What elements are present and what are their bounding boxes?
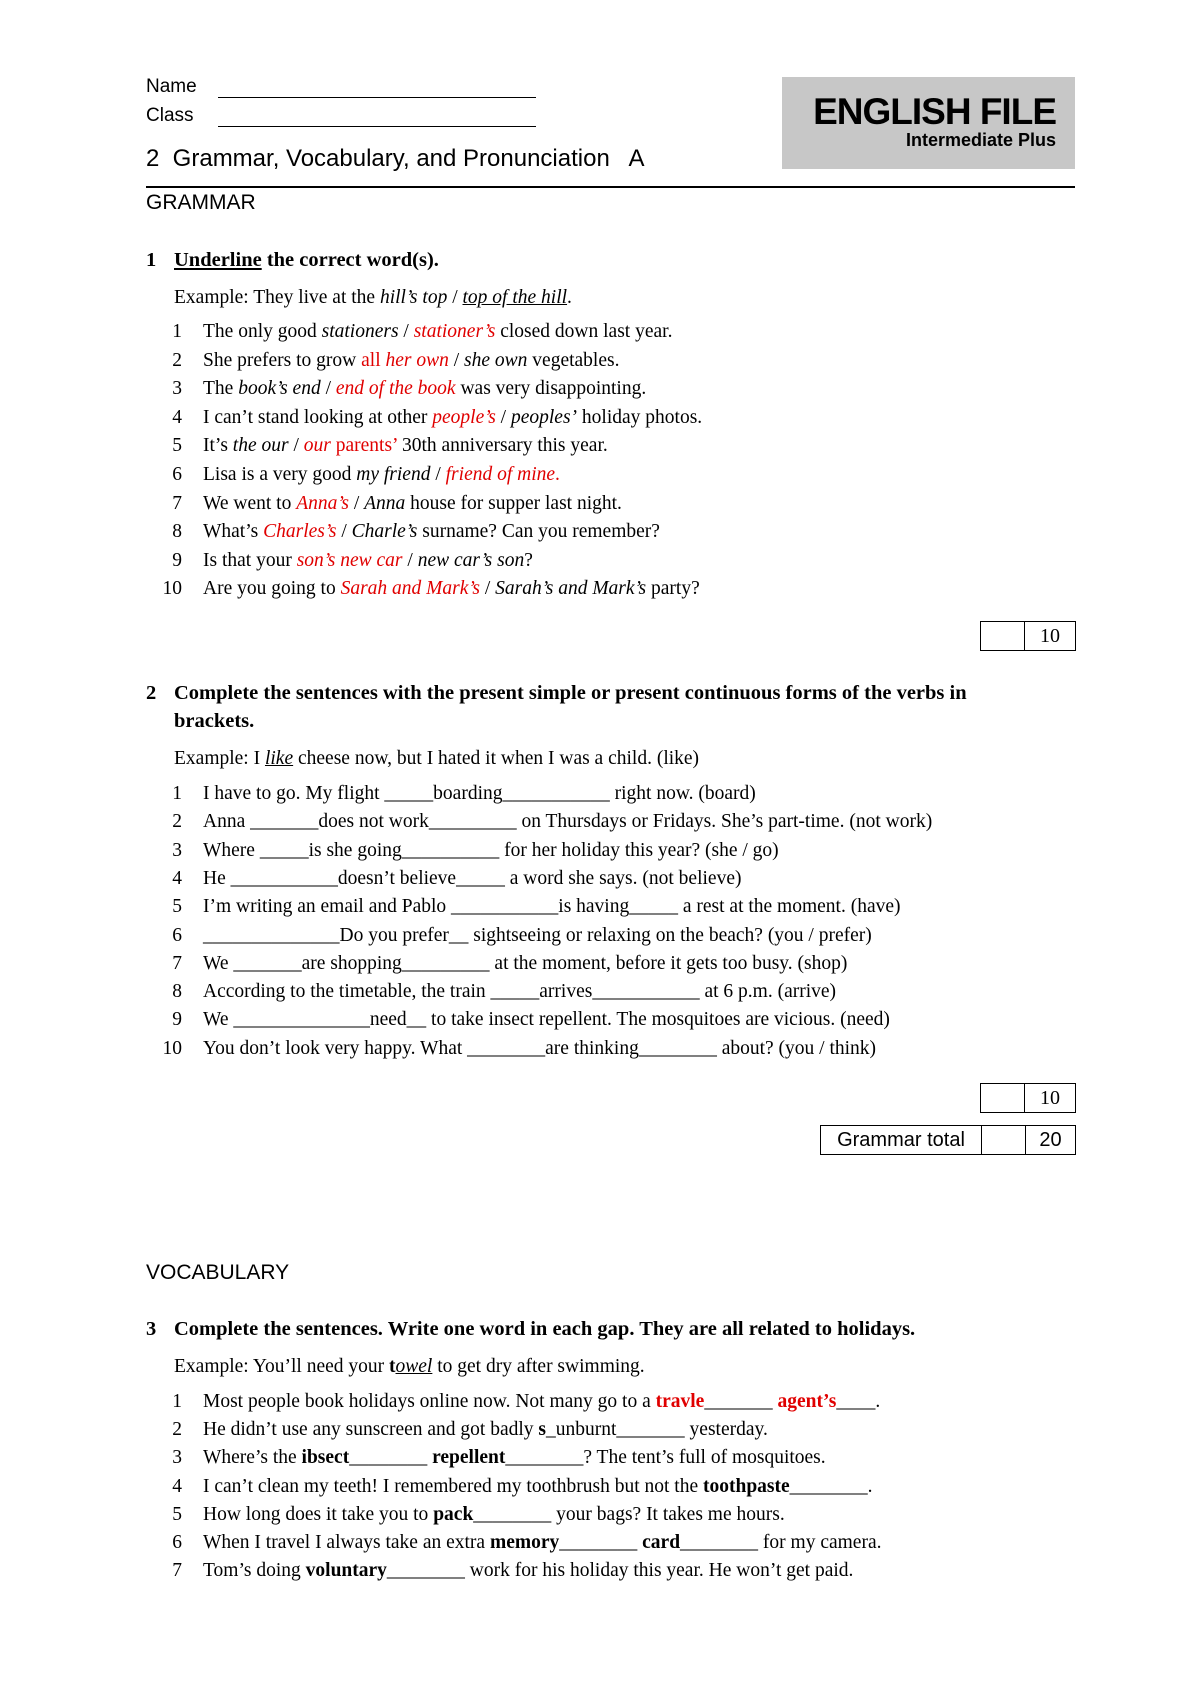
name-field[interactable]	[218, 97, 536, 98]
q2-score-total: 10	[1024, 1084, 1075, 1112]
grammar-total-label: Grammar total	[837, 1129, 965, 1151]
grammar-heading: GRAMMAR	[146, 191, 256, 214]
item-fragment: Anna’s	[296, 492, 349, 514]
item-fragment: /	[320, 378, 336, 400]
item-text[interactable]	[203, 493, 622, 515]
item-text[interactable]: We _______are shopping_________ at the moment, before it gets too busy. (shop)	[203, 952, 848, 974]
english-file-logo	[782, 77, 1075, 169]
q2-score-input[interactable]	[981, 1084, 1024, 1112]
item-fragment: stationers	[321, 321, 399, 342]
q2-instruction-text: Complete the sentences with the present simple or present continuous forms of the verbs in brackets.	[174, 682, 967, 732]
q1-example-prefix: Example: They live at the	[174, 287, 380, 308]
item-text[interactable]	[203, 321, 672, 343]
logo-sub-text: Intermediate Plus	[905, 130, 1056, 150]
item-fragment: vegetables.	[527, 349, 620, 371]
vocabulary-heading: VOCABULARY	[146, 1261, 290, 1284]
item-text[interactable]	[203, 464, 560, 486]
item-fragment: holiday photos.	[577, 406, 703, 428]
item-fragment: Sarah and Mark’s	[340, 578, 480, 600]
item-number: 3	[172, 1447, 182, 1469]
q3-instruction-text: Complete the sentences. Write one word in each gap. They are all related to holidays.	[174, 1318, 916, 1340]
item-fragment: Where’s the	[203, 1447, 302, 1469]
class-row	[146, 105, 194, 127]
item-fragment: ________ your bags? It takes me hours.	[473, 1503, 785, 1525]
item-fragment: It’s	[203, 435, 233, 457]
logo-main-text: ENGLISH FILE	[813, 91, 1056, 132]
q2-example-prefix: Example: I	[174, 748, 265, 769]
item-fragment: all	[361, 349, 386, 371]
item-fragment: ________ work for his holiday this year. He won’t get paid.	[386, 1560, 854, 1582]
item-fragment: .	[555, 464, 560, 485]
item-number: 5	[172, 1503, 182, 1525]
item-fragment: toothpaste	[702, 1475, 790, 1497]
item-number: 3	[172, 378, 182, 400]
item-fragment: s	[538, 1419, 546, 1441]
header-divider	[146, 186, 1075, 188]
item-fragment: The only good	[203, 321, 322, 342]
item-text[interactable]	[203, 1476, 873, 1498]
item-text[interactable]: I’m writing an email and Pablo ___________is having_____ a rest at the moment. (have)	[203, 896, 901, 918]
item-text[interactable]: ______________Do you prefer__ sightseeing or relaxing on the beach? (you / prefer)	[203, 924, 872, 946]
item-fragment: We went to	[203, 492, 297, 514]
item-fragment: /	[430, 464, 446, 485]
item-text[interactable]	[203, 1391, 880, 1413]
item-text[interactable]: According to the timetable, the train _____arrives___________ at 6 p.m. (arrive)	[203, 981, 837, 1003]
item-fragment: When I travel I always take an extra	[203, 1532, 490, 1553]
item-text[interactable]	[203, 1447, 826, 1469]
q1-example-option-1: hill’s top	[379, 287, 448, 308]
item-fragment: my friend	[356, 464, 431, 485]
item-text[interactable]	[203, 378, 646, 400]
item-text[interactable]: He ___________doesn’t believe_____ a word she says. (not believe)	[203, 867, 742, 889]
item-number: 3	[172, 839, 182, 861]
item-fragment: What’s	[203, 521, 264, 543]
item-fragment: Are you going to	[203, 578, 341, 600]
item-fragment: surname? Can you remember?	[417, 521, 660, 543]
item-fragment: I can’t stand looking at other	[203, 406, 433, 428]
item-text[interactable]: I have to go. My flight _____boarding___________ right now. (board)	[203, 783, 756, 804]
item-number: 7	[172, 952, 182, 974]
item-fragment: stationer’s	[413, 321, 496, 342]
item-fragment: she own	[464, 349, 528, 371]
item-number: 7	[172, 492, 182, 514]
q1-example	[174, 287, 572, 309]
item-number: 10	[162, 578, 182, 600]
item-fragment: son’s new car	[296, 549, 403, 571]
q3-instruction	[146, 1315, 1086, 1343]
item-fragment: 30th anniversary this year.	[397, 435, 608, 457]
item-fragment: I can’t clean my teeth! I remembered my toothbrush but not the	[203, 1475, 703, 1497]
q1-score-total: 10	[1024, 622, 1075, 650]
item-fragment: Tom’s doing	[203, 1560, 306, 1582]
item-fragment: agent’s	[777, 1391, 837, 1412]
q1-instruction	[146, 246, 1046, 274]
q3-example-prefix: Example: You’ll need your	[174, 1356, 390, 1377]
q1-example-option-2: top of the hill	[462, 287, 568, 308]
page-title: 2 Grammar, Vocabulary, and Pronunciation A	[146, 145, 645, 172]
item-fragment: repellent	[432, 1447, 506, 1469]
item-text[interactable]: Anna _______does not work_________ on Thursdays or Fridays. She’s part-time. (not work)	[203, 811, 933, 833]
item-fragment: Lisa is a very good	[203, 464, 357, 485]
item-text[interactable]	[203, 407, 702, 429]
item-fragment: ibsect	[301, 1447, 350, 1469]
q1-example-suffix: .	[567, 287, 572, 308]
q3-example-letter: t	[389, 1356, 396, 1377]
item-fragment: ________	[349, 1447, 433, 1469]
grammar-total-input[interactable]	[981, 1126, 1025, 1154]
item-fragment: ?	[524, 549, 533, 571]
q2-number: 2	[146, 682, 157, 704]
item-fragment: ________	[559, 1532, 643, 1553]
q2-example-suffix: cheese now, but I hated it when I was a child. (like)	[293, 748, 700, 769]
item-fragment: How long does it take you to	[203, 1503, 434, 1525]
item-number: 5	[172, 896, 182, 918]
item-text[interactable]	[203, 435, 608, 457]
item-fragment: He didn’t use any sunscreen and got badly	[203, 1419, 539, 1441]
q1-instruction-underlined: Underline	[174, 249, 262, 271]
item-number: 7	[172, 1560, 182, 1582]
item-number: 2	[172, 811, 182, 833]
item-fragment: card	[642, 1532, 681, 1553]
item-number: 1	[172, 783, 182, 804]
item-text[interactable]	[203, 1532, 881, 1554]
item-text[interactable]: Where _____is she going__________ for her holiday this year? (she / go)	[203, 839, 779, 861]
q1-score-box	[980, 621, 1076, 651]
item-text[interactable]: We ______________need__ to take insect repellent. The mosquitoes are vicious. (need)	[203, 1009, 890, 1031]
class-field[interactable]	[218, 126, 536, 127]
item-fragment: was very disappointing.	[455, 378, 647, 400]
q3-number: 3	[146, 1318, 157, 1340]
item-fragment: parents’	[330, 435, 398, 457]
q2-score-box	[980, 1083, 1076, 1113]
grammar-total-value: 20	[1025, 1126, 1075, 1154]
item-number: 4	[172, 1475, 182, 1497]
item-fragment: our	[303, 435, 331, 457]
q3-example	[174, 1356, 645, 1378]
item-fragment: /	[398, 321, 414, 342]
item-fragment: house for supper last night.	[405, 492, 622, 514]
item-number: 8	[172, 521, 182, 543]
item-fragment: /	[348, 492, 365, 514]
item-text[interactable]	[203, 1560, 853, 1582]
q1-instruction-text: the correct word(s).	[261, 249, 439, 271]
item-fragment: /	[479, 578, 496, 600]
item-fragment: Charle’s	[351, 521, 418, 543]
item-fragment: /	[448, 349, 465, 371]
item-fragment: the our	[232, 435, 289, 457]
item-fragment: She prefers to grow	[203, 349, 362, 371]
item-fragment: new car’s son	[417, 549, 525, 571]
item-number: 6	[172, 464, 182, 485]
item-fragment: ________? The tent’s full of mosquitoes.	[505, 1447, 826, 1469]
item-fragment: her own	[385, 349, 449, 371]
q1-number: 1	[146, 249, 157, 271]
item-fragment: party?	[646, 578, 700, 600]
item-number: 1	[172, 1391, 182, 1412]
item-fragment: friend of mine	[445, 464, 556, 485]
item-number: 5	[172, 435, 182, 457]
item-number: 6	[172, 924, 182, 946]
item-number: 1	[172, 321, 182, 342]
class-label: Class	[146, 105, 194, 126]
q2-example	[174, 748, 699, 770]
item-fragment: ________ for my camera.	[680, 1532, 882, 1553]
item-fragment: The	[203, 378, 239, 400]
item-fragment: voluntary	[305, 1560, 387, 1582]
name-row	[146, 76, 197, 98]
item-fragment: ________.	[789, 1475, 873, 1497]
item-fragment: _unburnt_______ yesterday.	[546, 1419, 768, 1441]
q3-example-word: owel	[395, 1356, 433, 1377]
item-number: 6	[172, 1532, 182, 1553]
item-text[interactable]: You don’t look very happy. What ________are thinking________ about? (you / think)	[203, 1037, 877, 1059]
item-fragment: Is that your	[203, 549, 297, 571]
item-fragment: ____.	[836, 1391, 881, 1412]
item-fragment: Most people book holidays online now. Not many go to a	[203, 1391, 656, 1412]
item-fragment: peoples’	[510, 406, 578, 428]
item-fragment: book’s end	[238, 378, 321, 400]
item-number: 4	[172, 406, 182, 428]
item-fragment: Charles’s	[263, 521, 337, 543]
item-fragment: people’s	[432, 406, 496, 428]
item-fragment: /	[288, 435, 304, 457]
name-label: Name	[146, 76, 197, 97]
item-fragment: /	[402, 549, 418, 571]
item-text[interactable]	[203, 521, 660, 543]
item-number: 10	[162, 1037, 182, 1059]
item-number: 8	[172, 981, 182, 1003]
item-text[interactable]	[203, 578, 700, 600]
item-fragment: Sarah’s and Mark’s	[495, 578, 647, 600]
item-fragment: pack	[433, 1503, 474, 1525]
q1-example-separator: /	[447, 287, 463, 308]
item-text[interactable]	[203, 1504, 785, 1526]
item-fragment: /	[336, 521, 352, 543]
q3-example-suffix: to get dry after swimming.	[432, 1356, 645, 1377]
q2-instruction	[146, 679, 1046, 735]
grammar-total-box	[820, 1125, 1076, 1155]
item-text[interactable]	[203, 350, 619, 372]
item-number: 2	[172, 349, 182, 371]
item-number: 4	[172, 867, 182, 889]
item-fragment: /	[495, 406, 511, 428]
item-fragment: _______	[704, 1391, 778, 1412]
item-fragment: closed down last year.	[495, 321, 673, 342]
item-number: 9	[172, 549, 182, 571]
item-number: 2	[172, 1419, 182, 1441]
item-text[interactable]	[203, 550, 533, 572]
item-text[interactable]	[203, 1419, 768, 1441]
item-fragment: travle	[655, 1391, 705, 1412]
item-fragment: end of the book	[335, 378, 456, 400]
q2-example-word: like	[264, 748, 294, 769]
q1-score-input[interactable]	[981, 622, 1024, 650]
item-fragment: Anna	[364, 492, 406, 514]
item-fragment: memory	[489, 1532, 560, 1553]
item-number: 9	[172, 1009, 182, 1031]
